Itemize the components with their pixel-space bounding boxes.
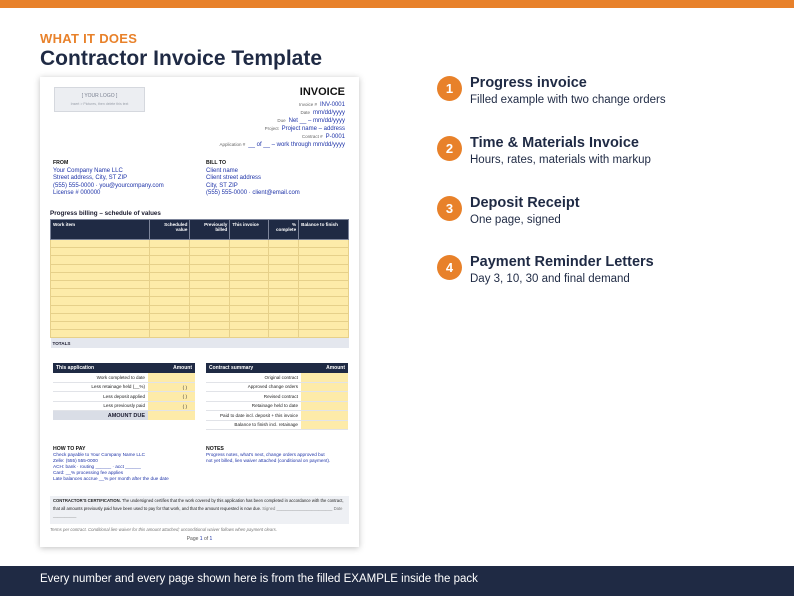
contract-summary-header: Contract summary Amount [206,363,348,373]
how-to-pay-line: Zelle: (555) 555-0000 [53,458,98,463]
page-title: Contractor Invoice Template [40,47,323,70]
table-row [51,240,349,248]
notes-line: not yet billed, lien waiver attached (conditional on payment). [206,458,331,463]
summary-row: Less retainage held (__%) ( ) [53,383,195,393]
amount-due-row: AMOUNT DUE [53,411,195,420]
summary-row: Less previously paid ( ) [53,402,195,412]
from-line: (555) 555-0000 · you@yourcompany.com [53,182,164,189]
contractor-certification: CONTRACTOR'S CERTIFICATION. The undersigned certifies that the work covered by this application has been completed in accordance with the contract, that all amounts previously paid have been used to pay for that work, and that the amount requested is now due. Signed ________________________ Date __________ [50,496,349,524]
number-badge: 1 [437,76,462,101]
from-line: Street address, City, ST ZIP [53,175,128,181]
logo-placeholder-label: [ YOUR LOGO ] [81,93,118,99]
progress-billing-title: Progress billing – schedule of values [50,210,161,217]
how-to-pay-line: ACH: bank · routing ______ · acct ______ [53,464,141,469]
feature-subtitle: Filled example with two change orders [470,94,666,106]
how-to-pay-line: Card: __% processing fee applies [53,470,124,475]
meta-row: Due Net __ – mm/dd/yyyy [277,118,345,124]
table-row [51,256,349,264]
how-to-pay-line: Check payable to Your Company Name LLC [53,452,145,457]
number-badge: 4 [437,255,462,280]
certification-heading: CONTRACTOR'S CERTIFICATION. [53,498,121,503]
table-row [51,330,349,338]
summary-row: Work completed to date [53,373,195,383]
how-to-pay-heading: HOW TO PAY [53,446,86,452]
feature-title: Progress invoice [470,75,587,91]
how-to-pay [53,446,203,482]
from-heading: FROM [53,160,69,166]
number-badge: 3 [437,196,462,221]
meta-row: Invoice # INV-0001 [298,102,345,108]
this-application-box [53,363,195,420]
how-to-pay-line: Late balances accrue __% per month after the due date [53,476,169,481]
signed-label: Signed [262,505,276,511]
from-block [53,160,193,198]
summary-row: Approved change orders [206,383,348,393]
column-header: Work item [51,220,150,240]
summary-row: Balance to finish incl. retainage [206,421,348,431]
top-accent-bar [0,0,794,8]
terms-note: Terms per contract. Conditional lien waiver for this amount attached; unconditional waiver follows when payment clears. [50,527,277,532]
meta-row: Project Project name – address [264,126,345,132]
bill-to-block [206,160,346,198]
column-header: Balance to finish [299,220,349,240]
meta-row: Date mm/dd/yyyy [300,110,345,116]
bill-to-line: Client street address [206,175,262,181]
table-row [51,280,349,288]
table-row [51,264,349,272]
column-header: % complete [269,220,299,240]
feature-subtitle: Day 3, 10, 30 and final demand [470,273,630,285]
footer-text: Every number and every page shown here is from the filled EXAMPLE inside the pack [40,573,478,585]
bill-to-heading: BILL TO [206,160,226,166]
footer-banner [0,566,794,596]
bill-to-line: Client name [206,167,239,174]
number-badge: 2 [437,136,462,161]
totals-row [51,338,349,348]
page-number: Page 1 of 1 [186,536,213,542]
invoice-meta [175,101,345,149]
table-row [51,289,349,297]
totals-label: TOTALS [51,338,150,348]
feature-title: Deposit Receipt [470,195,580,211]
from-line: Your Company Name LLC [53,167,123,174]
feature-title: Payment Reminder Letters [470,254,654,270]
table-row [51,313,349,321]
notes [206,446,351,464]
from-line: License # 000000 [53,190,101,196]
section-kicker: WHAT IT DOES [40,31,138,46]
bill-to-line: City, ST ZIP [206,182,238,189]
feature-subtitle: Hours, rates, materials with markup [470,154,651,166]
summary-row: Less deposit applied ( ) [53,392,195,402]
summary-row: Revised contract [206,392,348,402]
feature-title: Time & Materials Invoice [470,135,639,151]
summary-row: Retainage held to date [206,402,348,412]
summary-row: Paid to date incl. deposit + this invoice [206,411,348,421]
table-row [51,272,349,280]
certification-text: The undersigned certifies that the work covered by this application has been completed in accordance with the contract, that all amounts previously paid have been used to pay for that work, and that the amount requested is now due. [53,498,344,511]
column-header: This invoice [230,220,269,240]
meta-row: Contract # P-0001 [301,134,345,140]
progress-billing-table [50,219,349,348]
table-row [51,248,349,256]
notes-heading: NOTES [206,446,224,452]
feature-subtitle: One page, signed [470,214,561,226]
table-row [51,305,349,313]
date-label: Date [333,505,343,511]
invoice-title: INVOICE [299,86,345,98]
column-header: Previously billed [190,220,230,240]
summary-row: Original contract [206,373,348,383]
logo-placeholder [54,87,145,112]
invoice-preview [40,77,359,547]
meta-row: Application # __ of __ – work through mm/dd/yyyy [219,142,345,148]
column-header: Scheduled value [150,220,190,240]
logo-placeholder-hint: Insert > Pictures, then delete this text [70,102,129,106]
table-row [51,297,349,305]
bill-to-line: (555) 555-0000 · client@email.com [206,190,300,196]
contract-summary-box [206,363,348,430]
table-row [51,321,349,329]
notes-line: Progress notes, what's next, change orders approved but [206,452,325,457]
this-application-header: This application Amount [53,363,195,373]
